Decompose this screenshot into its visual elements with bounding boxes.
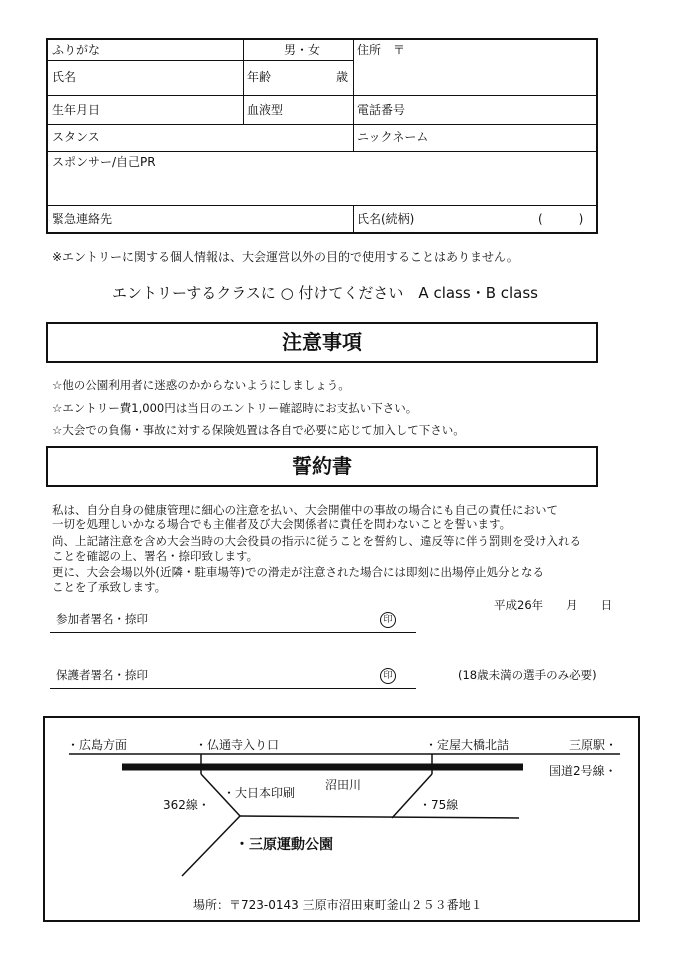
caution-item: ☆エントリー費1,000円は当日のエントリー確認時にお支払い下さい。 xyxy=(52,401,418,415)
caution-title: 注意事項 xyxy=(282,330,362,354)
pledge-date: 平成26年 月 日 xyxy=(494,598,613,612)
road-bottom xyxy=(240,816,519,818)
guardian-sign-line[interactable] xyxy=(50,688,416,689)
label-butsutsuji: ・仏通寺入り口 xyxy=(195,738,280,752)
pledge-text-line: 私は、自分自身の健康管理に細心の注意を払い、大会開催中の事故の場合にも自己の責任において xyxy=(52,503,558,517)
col-divider xyxy=(353,40,354,151)
row-divider xyxy=(48,124,596,125)
stance-label: スタンス xyxy=(52,130,100,144)
location-address: 場所：〒723-0143 三原市沼田東町釜山２５３番地１ xyxy=(193,898,483,912)
blood-type-label: 血液型 xyxy=(247,103,284,117)
furigana-label: ふりがな xyxy=(52,43,101,57)
label-dainippon: ・大日本印刷 xyxy=(223,786,296,800)
label-route2: 国道2号線・ xyxy=(549,764,617,778)
birthdate-label: 生年月日 xyxy=(52,103,101,117)
age-label: 年齢 xyxy=(247,70,272,84)
guardian-note: (18歳未満の選手のみ必要) xyxy=(458,668,597,682)
label-route362: 362線・ xyxy=(163,798,210,812)
pledge-text-line: 一切を処理しいかなる場合でも主催者及び大会関係者に責任を問わないことを誓います。 xyxy=(52,517,512,531)
participant-sign-line[interactable] xyxy=(50,632,416,633)
pledge-text-line: ことを確認の上、署名・捺印致します。 xyxy=(52,549,259,563)
participant-sign-label: 参加者署名・捺印 xyxy=(56,612,148,626)
gender-label[interactable]: 男・女 xyxy=(284,43,321,57)
pledge-text-line: 更に、大会会場以外(近隣・駐車場等)での滑走が注意された場合には即刻に出場停止処分となる xyxy=(52,565,544,579)
seal-icon: 印 xyxy=(380,612,396,628)
entry-form xyxy=(46,38,598,234)
name-label: 氏名 xyxy=(52,70,77,84)
seal-icon: 印 xyxy=(380,668,396,684)
pledge-text-line: ことを了承致します。 xyxy=(52,580,167,594)
label-hiroshima: ・広島方面 xyxy=(67,738,128,752)
sponsor-label: スポンサー/自己PR xyxy=(52,155,156,169)
caution-title-box xyxy=(46,322,598,363)
col-divider xyxy=(243,40,244,124)
row-divider xyxy=(48,205,596,206)
map-roads xyxy=(45,718,638,920)
age-unit: 歳 xyxy=(336,70,349,84)
row-divider xyxy=(48,95,596,96)
pledge-text-line: 尚、上記諸注意を含め大会当時の大会役員の指示に従うことを誓約し、違反等に伴う罰則を受け入れる xyxy=(52,534,581,548)
phone-label: 電話番号 xyxy=(357,103,406,117)
emergency-contact-label: 緊急連絡先 xyxy=(52,212,113,226)
caution-item: ☆大会での負傷・事故に対する保険処置は各自で必要に応じて加入して下さい。 xyxy=(52,423,465,437)
label-route75: ・75線 xyxy=(419,798,459,812)
caution-item: ☆他の公園利用者に迷惑のかからないようにしましょう。 xyxy=(52,378,350,392)
relation-paren: ( ) xyxy=(538,212,584,226)
class-instruction: エントリーするクラスに ○ 付けてください A class・B class xyxy=(112,284,538,302)
label-park: ・三原運動公園 xyxy=(235,837,333,853)
row-divider xyxy=(48,151,596,152)
row-divider xyxy=(48,60,353,61)
label-sadaya: ・定屋大橋北詰 xyxy=(425,738,510,752)
relation-name-label: 氏名(続柄) xyxy=(357,212,415,226)
pledge-title-box xyxy=(46,446,598,487)
col-divider xyxy=(353,205,354,232)
nickname-label: ニックネーム xyxy=(357,130,429,144)
address-label: 住所 〒 xyxy=(357,43,406,57)
guardian-sign-label: 保護者署名・捺印 xyxy=(56,668,148,682)
label-nutagawa: 沼田川 xyxy=(325,778,362,792)
label-mihara-station: 三原駅・ xyxy=(569,738,618,752)
pledge-title: 誓約書 xyxy=(292,454,352,478)
access-map xyxy=(43,716,640,922)
privacy-notice: ※エントリーに関する個人情報は、大会運営以外の目的で使用することはありません。 xyxy=(52,250,519,264)
